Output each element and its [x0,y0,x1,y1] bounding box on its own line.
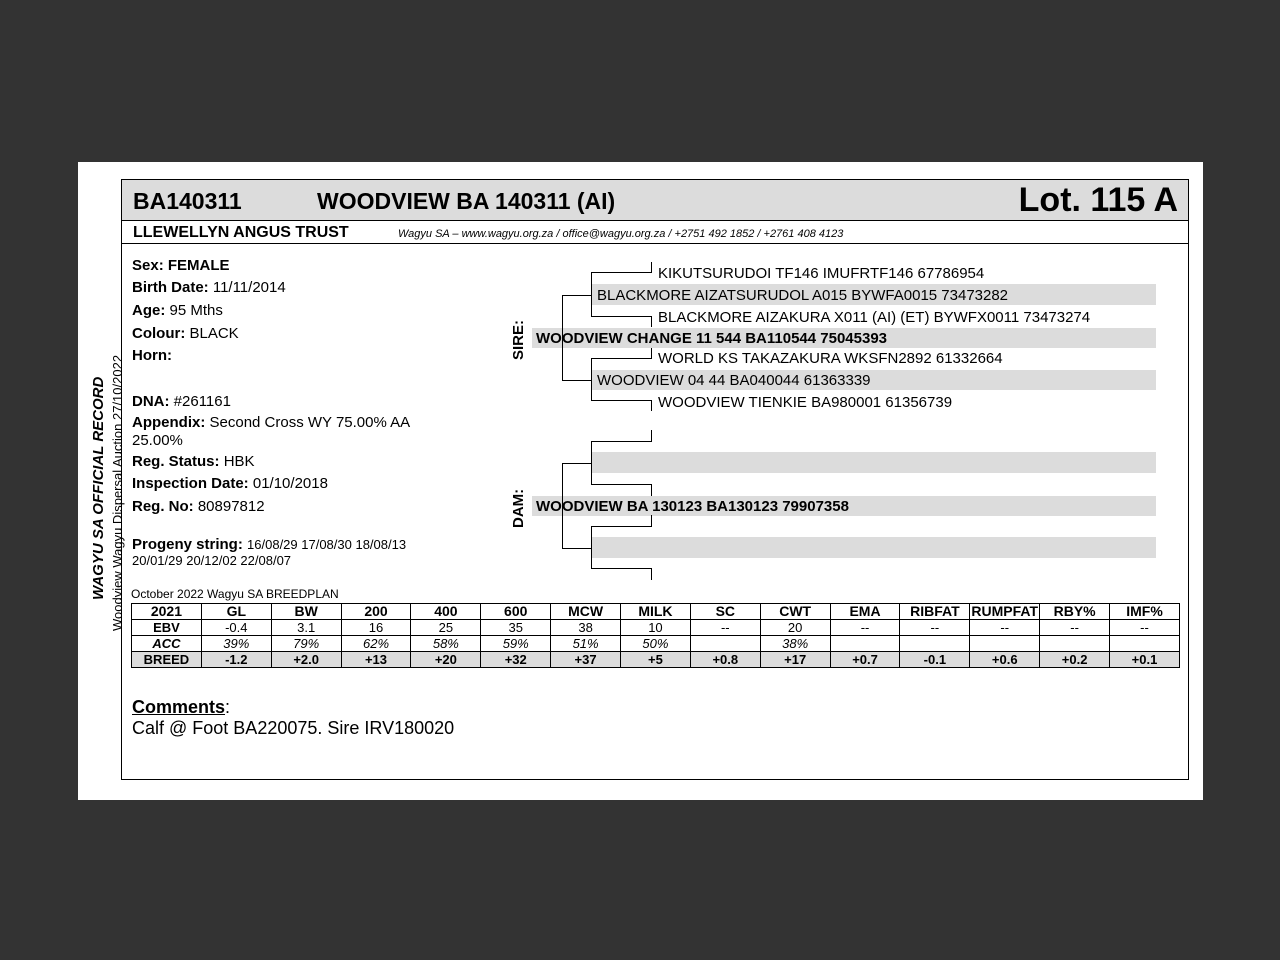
appendix-row-2: 25.00% [132,432,183,449]
breed-cell: +0.1 [1110,652,1180,668]
table-header-row [132,604,1180,620]
appendix-value: Second Cross WY 75.00% AA [209,414,411,431]
breed-cell: +17 [760,652,830,668]
ebv-row [132,620,1180,636]
breedplan-title: October 2022 Wagyu SA BREEDPLAN [131,587,339,601]
header-cell: GL [201,604,271,620]
breed-cell: +0.8 [690,652,760,668]
header-cell: RIBFAT [900,604,970,620]
breed-cell: +37 [551,652,621,668]
sire-dam-dam: WOODVIEW TIENKIE BA980001 61356739 [658,394,953,411]
ebv-cell: -- [970,620,1040,636]
ebv-cell: 16 [341,620,411,636]
acc-cell: ACC [132,636,202,652]
sire-sire-dam: BLACKMORE AIZAKURA X011 (AI) (ET) BYWFX0011 73473274 [658,309,1091,326]
acc-row [132,636,1180,652]
breed-cell: +0.6 [970,652,1040,668]
sire-dam: WOODVIEW 04 44 BA040044 61363339 [597,372,871,389]
sire-dam-sire: WORLD KS TAKAZAKURA WKSFN2892 61332664 [658,350,1003,367]
dna-row: DNA: #261161 [132,393,231,410]
acc-cell [970,636,1040,652]
sire-name: WOODVIEW CHANGE 11 544 BA110544 75045393 [536,330,888,347]
breed-cell: BREED [132,652,202,668]
age-row: Age: 95 Mths [132,302,223,319]
dam-sire-bar [592,452,1156,473]
ebv-cell: 10 [621,620,691,636]
reg-no-row: Reg. No: 80897812 [132,498,265,515]
animal-code: BA140311 [133,188,242,214]
header-cell: EMA [830,604,900,620]
sex-value: FEMALE [167,257,230,274]
dna-value: #261161 [173,393,231,410]
breed-cell: -1.2 [201,652,271,668]
ebv-cell: -- [900,620,970,636]
breed-cell: +32 [481,652,551,668]
acc-cell [900,636,970,652]
ebv-cell: -0.4 [201,620,271,636]
acc-cell [690,636,760,652]
breedplan-table [131,603,1180,668]
breed-cell: +2.0 [271,652,341,668]
breed-cell: -0.1 [900,652,970,668]
breed-cell: +5 [621,652,691,668]
dam-label: DAM: [510,488,527,528]
progeny-row: Progeny string: 16/08/29 17/08/30 18/08/13 [132,536,407,553]
appendix-row: Appendix: Second Cross WY 75.00% AA [132,414,411,431]
acc-cell: 62% [341,636,411,652]
reg-status-row: Reg. Status: HBK [132,453,255,470]
header-cell: SC [690,604,760,620]
header-cell: RBY% [1040,604,1110,620]
birth-value: 11/11/2014 [212,279,286,296]
header-cell: CWT [760,604,830,620]
acc-cell: 51% [551,636,621,652]
lot-number: Lot. 115 A [1018,181,1178,219]
progeny-row-2: 20/01/29 20/12/02 22/08/07 [132,553,292,568]
age-value: 95 Mths [169,302,223,319]
acc-cell [1040,636,1110,652]
ebv-cell: 38 [551,620,621,636]
lot-header [122,180,1188,221]
dam-name: WOODVIEW BA 130123 BA130123 79907358 [536,498,849,515]
birth-row: Birth Date: 11/11/2014 [132,279,286,296]
contact-info: Wagyu SA – www.wagyu.org.za / office@wagyu.org.za / +2751 492 1852 / +2761 408 4123 [398,228,844,240]
header-cell: MCW [551,604,621,620]
owner-name: LLEWELLYN ANGUS TRUST [133,224,349,241]
ebv-cell: -- [830,620,900,636]
breed-row [132,652,1180,668]
ebv-cell: -- [1110,620,1180,636]
header-cell: MILK [621,604,691,620]
header-cell: BW [271,604,341,620]
comments-section: Comments: Calf @ Foot BA220075. Sire IRV180020 [132,697,455,738]
breed-cell: +20 [411,652,481,668]
dam-dam-bar [592,537,1156,558]
acc-cell: 59% [481,636,551,652]
breed-cell: +13 [341,652,411,668]
sire-label: SIRE: [510,319,527,360]
acc-cell: 39% [201,636,271,652]
breed-cell: +0.7 [830,652,900,668]
comments-text: Calf @ Foot BA220075. Sire IRV180020 [132,718,455,738]
ebv-cell: 3.1 [271,620,341,636]
acc-cell: 79% [271,636,341,652]
comments-label: Comments [132,697,226,717]
header-cell: 600 [481,604,551,620]
header-cell: 200 [341,604,411,620]
inspection-row: Inspection Date: 01/10/2018 [132,475,328,492]
ebv-cell: 25 [411,620,481,636]
acc-cell [830,636,900,652]
reg-no-value: 80897812 [197,498,265,515]
ebv-cell: -- [1040,620,1110,636]
ebv-cell: 20 [760,620,830,636]
official-record-label: WAGYU SA OFFICIAL RECORD [90,376,107,600]
acc-cell: 50% [621,636,691,652]
sex-row: Sex: FEMALE [132,257,230,274]
inspection-value: 01/10/2018 [252,475,328,492]
acc-cell: 38% [760,636,830,652]
auction-label: Woodview Wagyu Dispersal Auction 27/10/2022 [110,354,125,631]
acc-cell [1110,636,1180,652]
header-cell: IMF% [1110,604,1180,620]
breed-cell: +0.2 [1040,652,1110,668]
header-cell: 400 [411,604,481,620]
header-cell: 2021 [132,604,202,620]
reg-status-value: HBK [223,453,255,470]
header-cell: RUMPFAT [971,603,1039,619]
ebv-cell: 35 [481,620,551,636]
owner-row [122,221,1188,244]
ebv-cell: -- [690,620,760,636]
colour-row: Colour: BLACK [132,325,239,342]
colour-value: BLACK [189,325,239,342]
progeny-value: 16/08/29 17/08/30 18/08/13 [247,537,407,552]
sire-sire: BLACKMORE AIZATSURUDOL A015 BYWFA0015 73473282 [597,287,1009,304]
acc-cell: 58% [411,636,481,652]
animal-name: WOODVIEW BA 140311 (AI) [317,188,616,214]
ebv-cell: EBV [132,620,202,636]
horn-row: Horn: [132,347,172,364]
sire-sire-sire: KIKUTSURUDOI TF146 IMUFRTF146 67786954 [658,265,985,282]
